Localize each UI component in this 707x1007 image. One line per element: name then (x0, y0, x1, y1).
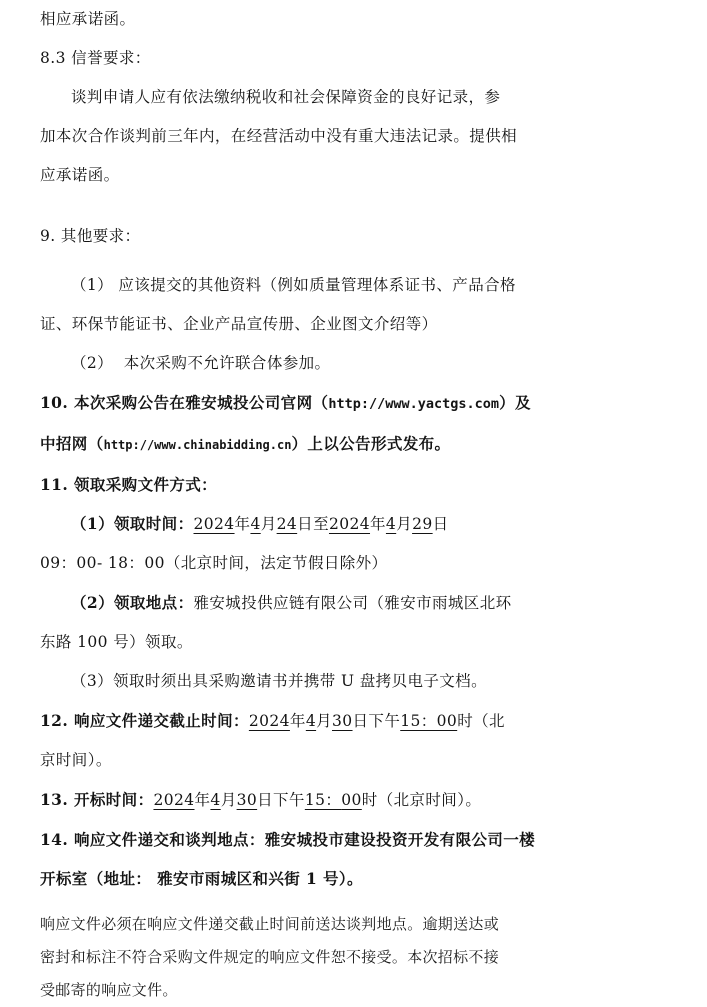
day-unit: 日下午 (352, 712, 401, 730)
spacer (40, 256, 663, 266)
year-unit: 年 (234, 515, 251, 533)
negotiation-location-label: 14. 响应文件递交和谈判地点： (40, 830, 265, 849)
paragraph-line: 加本次合作谈判前三年内，在经营活动中没有重大违法记录。提供相 (40, 127, 518, 145)
paragraph-line: 应承诺函。 (40, 166, 120, 184)
opening-time-minutes: 00 (341, 791, 362, 809)
year-unit: 年 (370, 515, 386, 533)
deadline-time: 15：00 (400, 712, 458, 730)
item-11-sub-2-line2: 东路 100 号）领取。 (40, 633, 193, 651)
pickup-location-label: （2）领取地点： (71, 593, 194, 612)
submission-deadline-label: 12. 响应文件递交截止时间： (40, 711, 249, 730)
month-unit: 月 (220, 791, 237, 809)
pickup-start-year: 2024 (193, 515, 235, 533)
section-item-14 (40, 820, 663, 859)
opening-year: 2024 (153, 791, 195, 809)
month-unit: 月 (396, 515, 413, 533)
month-unit: 月 (316, 712, 332, 730)
official-website-url: http://www.yactgs.com (328, 396, 500, 412)
paragraph-line: （1） 应该提交的其他资料（例如质量管理体系证书、产品合格 (71, 276, 516, 294)
pickup-time-label: （1）领取时间： (71, 514, 194, 533)
day-unit: 日 (297, 515, 314, 533)
section-item-14-line2: 开标室（地址： 雅安市雨城区和兴街 1 号）。 (40, 869, 363, 888)
month-unit: 月 (260, 515, 277, 533)
section-item-12 (40, 701, 663, 741)
pickup-end-month: 4 (385, 515, 397, 533)
section-heading-11: 11. 领取采购文件方式： (40, 475, 218, 494)
pickup-time-note: （北京时间，法定节假日除外） (164, 554, 388, 572)
section-item-13 (40, 780, 663, 820)
opening-note: （北京时间）。 (377, 791, 482, 809)
deadline-year: 2024 (248, 712, 290, 730)
closing-paragraph-line: 密封和标注不符合采购文件规定的响应文件恕不接受。本次招标不接 (40, 948, 500, 966)
deadline-month: 4 (305, 712, 317, 730)
bid-opening-label: 13. 开标时间： (40, 790, 154, 809)
spacer (40, 898, 663, 908)
negotiation-location-text: 雅安城投市建设投资开发有限公司一楼 (264, 830, 536, 849)
pickup-end-day: 29 (412, 515, 433, 533)
year-unit: 年 (289, 712, 306, 730)
chinabidding-url: http://www.chinabidding.cn (103, 438, 292, 452)
item-10-mid: ）及 (499, 393, 531, 412)
deadline-day: 30 (332, 712, 353, 730)
pickup-start-month: 4 (250, 515, 261, 533)
paragraph-line: 证、环保节能证书、企业产品宣传册、企业图文介绍等） (40, 315, 438, 333)
closing-paragraph-line: 响应文件必须在响应文件递交截止时间前送达谈判地点。逾期送达或 (40, 915, 500, 933)
opening-month: 4 (210, 791, 221, 809)
paragraph-line: 相应承诺函。 (40, 10, 136, 28)
item-11-sub-1-line2 (40, 544, 663, 583)
opening-day: 30 (236, 791, 258, 809)
section-item-10-line2 (40, 424, 663, 465)
section-item-10 (40, 383, 663, 424)
section-heading-9: 9. 其他要求： (40, 227, 141, 245)
day-unit: 日 (432, 515, 449, 533)
item-10-prefix: 10. 本次采购公告在雅安城投公司官网（ (40, 393, 329, 412)
spacer (40, 195, 663, 217)
item-11-sub-3: （3）领取时须出具采购邀请书并携带 U 盘拷贝电子文档。 (71, 672, 487, 690)
pickup-location-text: 雅安城投供应链有限公司（雅安市雨城区北环 (193, 594, 512, 612)
pickup-end-year: 2024 (328, 515, 371, 533)
paragraph-line: 谈判申请人应有依法缴纳税收和社会保障资金的良好记录，参 (71, 88, 501, 106)
section-item-12-line2: 京时间）。 (40, 751, 112, 769)
item-10-line2-suffix: ）上以公告形式发布。 (291, 434, 451, 453)
item-11-sub-2 (40, 583, 663, 623)
time-unit: 时 (361, 791, 378, 809)
day-unit: 日下午 (257, 791, 305, 809)
time-unit: 时 (457, 712, 474, 730)
item-10-line2-prefix: 中招网（ (40, 434, 104, 453)
paragraph-line: （2） 本次采购不允许联合体参加。 (71, 354, 331, 372)
section-heading-8-3: 8.3 信誉要求： (40, 49, 151, 67)
year-unit: 年 (194, 791, 211, 809)
pickup-start-day: 24 (276, 515, 298, 533)
item-11-sub-1 (40, 504, 663, 544)
deadline-note: （北 (473, 712, 505, 730)
to-connector: 至 (313, 515, 329, 533)
pickup-time-range: 09：00- 18：00 (40, 554, 165, 572)
opening-time: 15： (304, 791, 342, 809)
closing-paragraph-line: 受邮寄的响应文件。 (40, 981, 178, 999)
